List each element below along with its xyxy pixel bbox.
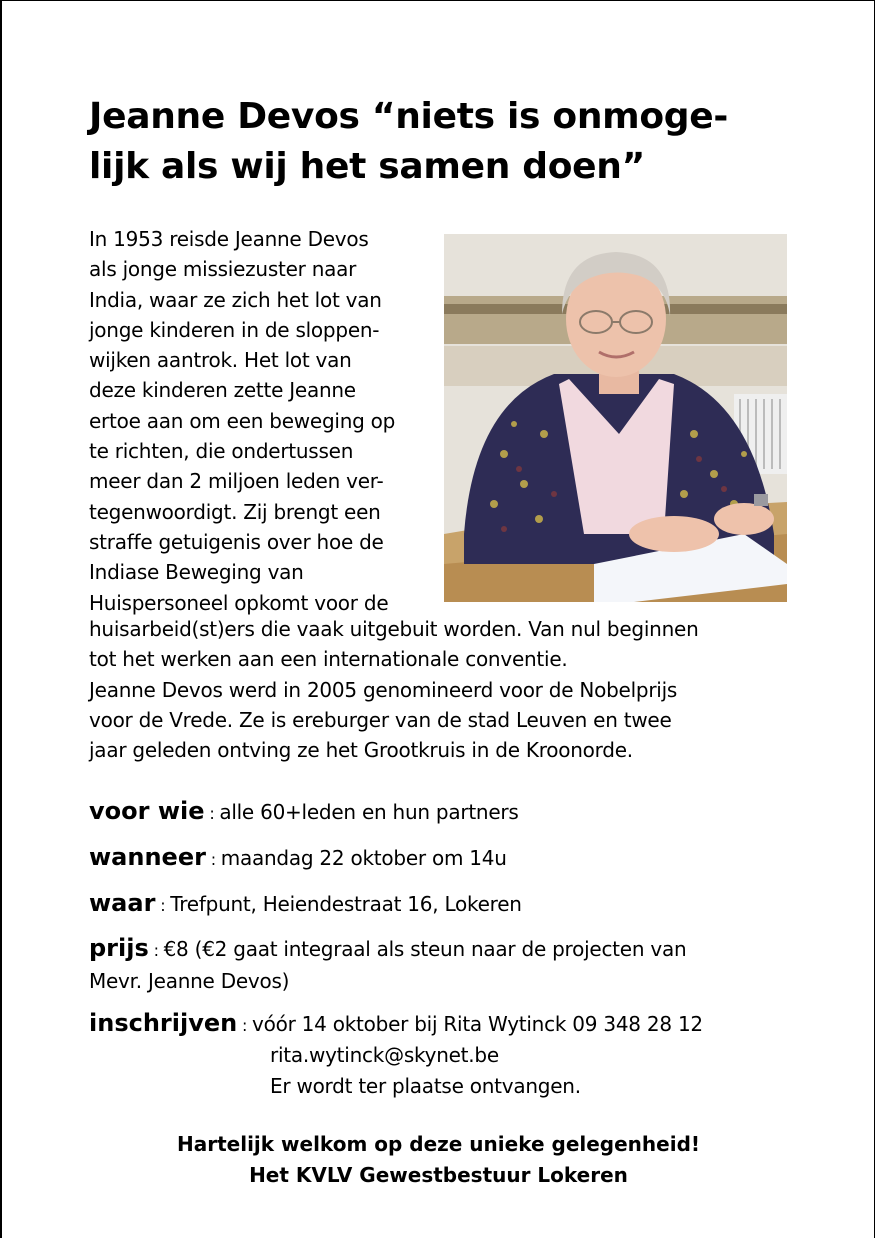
- intro-line: tegenwoordigt. Zij brengt een: [89, 499, 381, 524]
- body-line: huisarbeid(st)ers die vaak uitgebuit worden. Van nul beginnen: [89, 617, 699, 641]
- info-value-line2: Mevr. Jeanne Devos): [89, 969, 290, 993]
- title-line-1: Jeanne Devos “niets is onmoge-: [89, 96, 729, 137]
- body-line: voor de Vrede. Ze is ereburger van de stad Leuven en twee: [89, 707, 672, 732]
- intro-line: straffe getuigenis over hoe de: [89, 529, 384, 554]
- intro-line: In 1953 reisde Jeanne Devos: [89, 227, 369, 251]
- intro-line: te richten, die ondertussen: [89, 439, 354, 464]
- info-label: voor wie: [89, 797, 205, 825]
- info-value: maandag 22 oktober om 14u: [220, 846, 507, 870]
- intro-line: als jonge missiezuster naar: [89, 257, 357, 282]
- body-line: tot het werken aan een internationale conventie.: [89, 647, 568, 672]
- info-waar: [89, 888, 522, 921]
- info-label: waar: [89, 889, 156, 917]
- info-separator: :: [155, 896, 171, 915]
- registration-email: rita.wytinck@skynet.be: [270, 1043, 499, 1067]
- info-value: Trefpunt, Heiendestraat 16, Lokeren: [170, 892, 522, 916]
- registration-note: Er wordt ter plaatse ontvangen.: [270, 1074, 581, 1098]
- info-wanneer: [89, 842, 507, 875]
- intro-line: ertoe aan om een beweging op: [89, 408, 396, 433]
- info-separator: :: [148, 941, 164, 960]
- info-separator: :: [205, 850, 221, 869]
- intro-line: jonge kinderen in de sloppen-: [89, 317, 380, 342]
- body-line: jaar geleden ontving ze het Grootkruis in de Kroonorde.: [89, 738, 633, 763]
- info-separator: :: [237, 1016, 253, 1035]
- intro-line: Indiase Beweging van: [89, 560, 304, 585]
- info-prijs: [89, 933, 686, 996]
- signature-line: Het KVLV Gewestbestuur Lokeren: [249, 1163, 628, 1187]
- info-label: prijs: [89, 934, 149, 962]
- intro-line: deze kinderen zette Jeanne: [89, 378, 356, 403]
- info-value: €8 (€2 gaat integraal als steun naar de projecten van: [163, 937, 687, 961]
- info-label: inschrijven: [89, 1009, 238, 1037]
- page-title: [89, 92, 789, 192]
- portrait-photo: [444, 234, 787, 602]
- info-label: wanneer: [89, 843, 206, 871]
- body-continuation: [89, 614, 809, 765]
- intro-line: meer dan 2 miljoen leden ver-: [89, 469, 384, 494]
- body-line: Jeanne Devos werd in 2005 genomineerd voor de Nobelprijs: [89, 677, 678, 702]
- intro-line: India, waar ze zich het lot van: [89, 287, 382, 312]
- info-voor-wie: [89, 796, 519, 829]
- info-value: alle 60+leden en hun partners: [219, 800, 519, 824]
- info-inschrijven: [89, 1008, 703, 1041]
- intro-line: wijken aantrok. Het lot van: [89, 348, 352, 373]
- intro-paragraph: [89, 224, 449, 618]
- info-value: vóór 14 oktober bij Rita Wytinck 09 348 28 12: [252, 1012, 703, 1036]
- intro-line: Huispersoneel opkomt voor de: [89, 590, 389, 615]
- title-line-2: lijk als wij het samen doen”: [89, 146, 645, 187]
- welcome-line: Hartelijk welkom op deze unieke gelegenheid!: [176, 1132, 701, 1156]
- info-separator: :: [204, 804, 220, 823]
